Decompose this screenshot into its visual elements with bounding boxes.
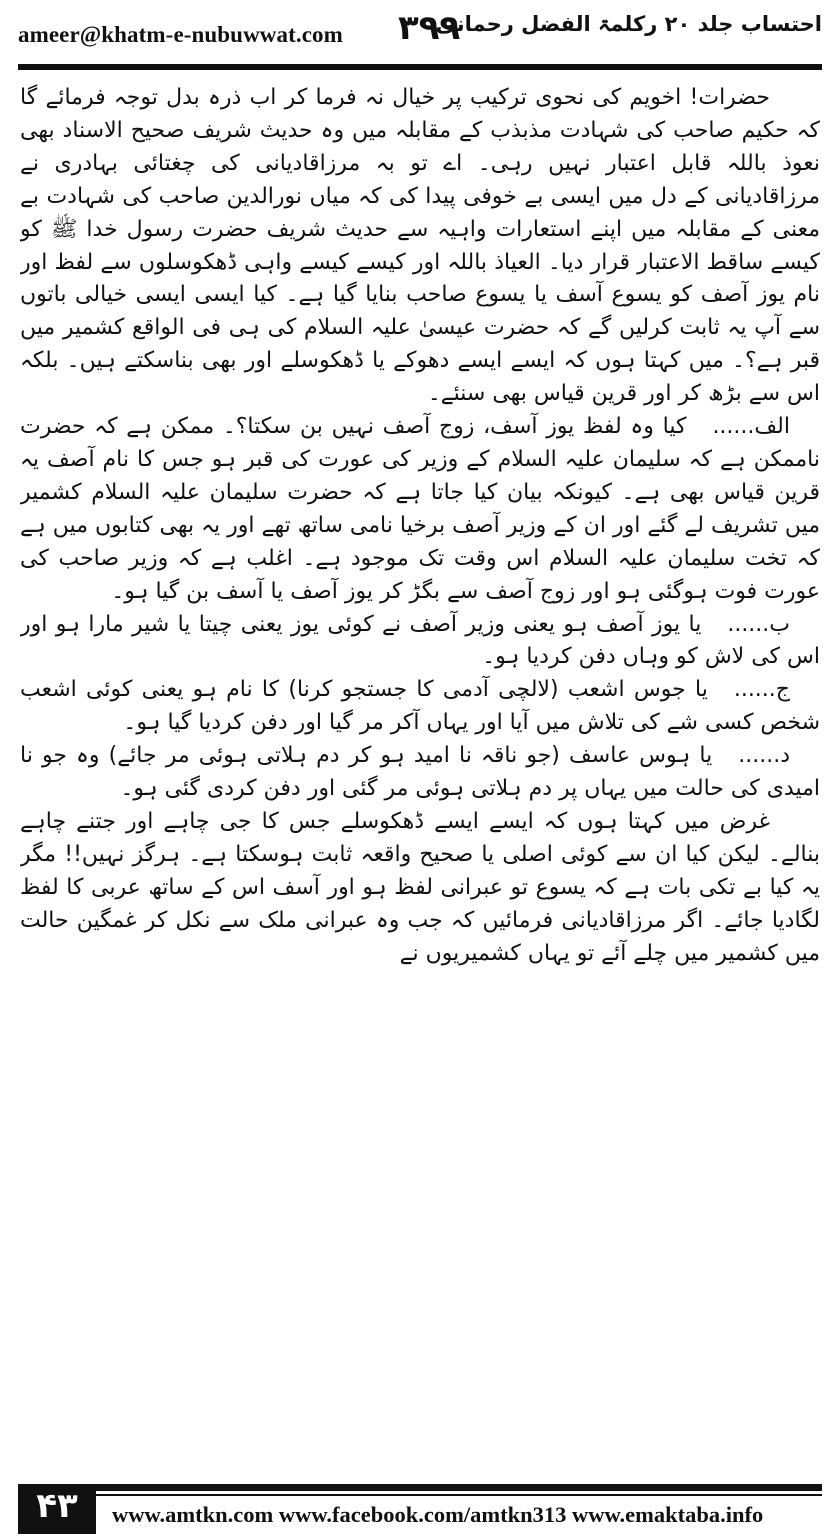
footer-page-number: ۴۳ — [18, 1484, 96, 1534]
item-alif-text: کیا وہ لفظ یوز آسف، زوج آصف نہیں بن سکتا؟۔ ممکن ہے کہ حضرت ناممکن ہے کہ سلیمان علیہ السلام کے وزیر کی عورت کی قبر ہو جس کا نام آصف یہ قرین قیاس بھی ہے۔ کیونکہ بیان کیا جاتا ہے کہ حضرت سلیمان علیہ السلام کشمیر میں تشریف لے گئے اور ان کے وزیر آصف برخیا نامی ساتھ تھے اور یہ بھی کتابوں میں ہے کہ تخت سلیمان علیہ السلام اس وقت تک موجود ہے۔ اغلب ہے کہ وزیر صاحب کی عورت فوت ہوگئی ہو اور زوج آصف سے بگڑ کر یوز آصف یا آسف بن گیا ہو۔ — [20, 414, 820, 604]
body-text — [20, 82, 820, 1452]
page-footer — [0, 1482, 840, 1540]
item-jeem-text: یا جوس اشعب (لالچی آدمی کا جستجو کرنا) کا نام ہو یعنی کوئی اشعب شخص کسی شے کی تلاش میں آیا اور یہاں آکر مر گیا اور دفن کردیا گیا ہو۔ — [20, 677, 820, 736]
item-jeem — [20, 674, 820, 740]
footer-divider-thin — [96, 1494, 822, 1496]
paragraph-intro: حضرات! اخویم کی نحوی ترکیب پر خیال نہ فرما کر اب ذرہ بدل توجہ فرمائے گا کہ حکیم صاحب کی شہادت مذبذب کے مقابلہ میں وہ حدیث شریف صحیح الاسناد بھی نعوذ باللہ قابل اعتبار نہیں رہی۔ اے تو بہ مرزاقادیانی کی چغتائی بہادری نے مرزاقادیانی کے دل میں ایسی بے خوفی پیدا کی کہ میاں نورالدین صاحب کی شہادت بے معنی کے مقابلہ میں اپنے استعارات واہیہ سے حدیث شریف حضرت رسول خدا ﷺ کو کیسے ساقط الاعتبار قرار دیا۔ العیاذ باللہ اور کیسے کیسے واہی ڈھکوسلوں سے لفظ اور نام یوز آصف کو یسوع آسف یا یسوع صاحب بنایا گیا ہے۔ کیا ایسی ایسی خیالی باتوں سے آپ یہ ثابت کرلیں گے کہ حضرت عیسیٰ علیہ السلام کی ہی فی الواقع کشمیر میں قبر ہے؟۔ میں کہتا ہوں کہ ایسے ایسے دھوکے یا ڈھکوسلے اور بھی بناسکتے ہیں۔ بلکہ اس سے بڑھ کر اور قرین قیاس بھی سنئے۔ — [20, 85, 820, 407]
footer-divider-thick — [96, 1484, 822, 1491]
header-page-number: ۳۹۹ — [398, 8, 461, 48]
header-divider — [18, 64, 822, 70]
header-title: احتساب جلد ۲۰ رکلمۃ الفضل رحمانی — [435, 12, 822, 36]
item-dal-marker: د...... — [738, 743, 790, 769]
item-bay-text: یا یوز آصف ہو یعنی وزیر آصف نے کوئی یوز یعنی چیتا یا شیر مارا ہو اور اس کی لاش کو وہاں دفن کردیا ہو۔ — [20, 611, 820, 670]
item-bay — [20, 609, 820, 675]
footer-links[interactable]: www.amtkn.com www.facebook.com/amtkn313 www.emaktaba.info — [112, 1502, 764, 1527]
item-jeem-marker: ج...... — [733, 677, 790, 703]
page-header — [18, 8, 822, 60]
item-dal-text: یا ہوس عاسف (جو ناقہ نا امید ہو کر دم ہلاتی ہوئی مر جائے) وہ جو نا امیدی کی حالت میں یہاں پر دم ہلاتی ہوئی مر گئی اور دفن کردی گئی ہو۔ — [20, 743, 820, 802]
item-dal — [20, 740, 820, 806]
paragraph-conclusion: غرض میں کہتا ہوں کہ ایسے ایسے ڈھکوسلے جس کا جی چاہے اور جتنے چاہے بنالے۔ لیکن کیا ان سے کوئی اصلی یا صحیح واقعہ ثابت ہوسکتا ہے۔ ہرگز نہیں!! مگر یہ کیا بے تکی بات ہے کہ یسوع تو عبرانی لفظ ہو اور آسف اس کے ساتھ عربی کا لفظ لگادیا جائے۔ اگر مرزاقادیانی فرمائیں کہ جب وہ عبرانی ملک سے نکل کر غمگین حالت میں کشمیر میں چلے آئے تو یہاں کشمیریوں نے — [20, 808, 820, 966]
item-bay-marker: ب...... — [727, 611, 790, 637]
header-email[interactable]: ameer@khatm-e-nubuwwat.com — [18, 22, 343, 47]
item-alif-marker: الف...... — [712, 414, 790, 440]
item-alif — [20, 411, 820, 608]
